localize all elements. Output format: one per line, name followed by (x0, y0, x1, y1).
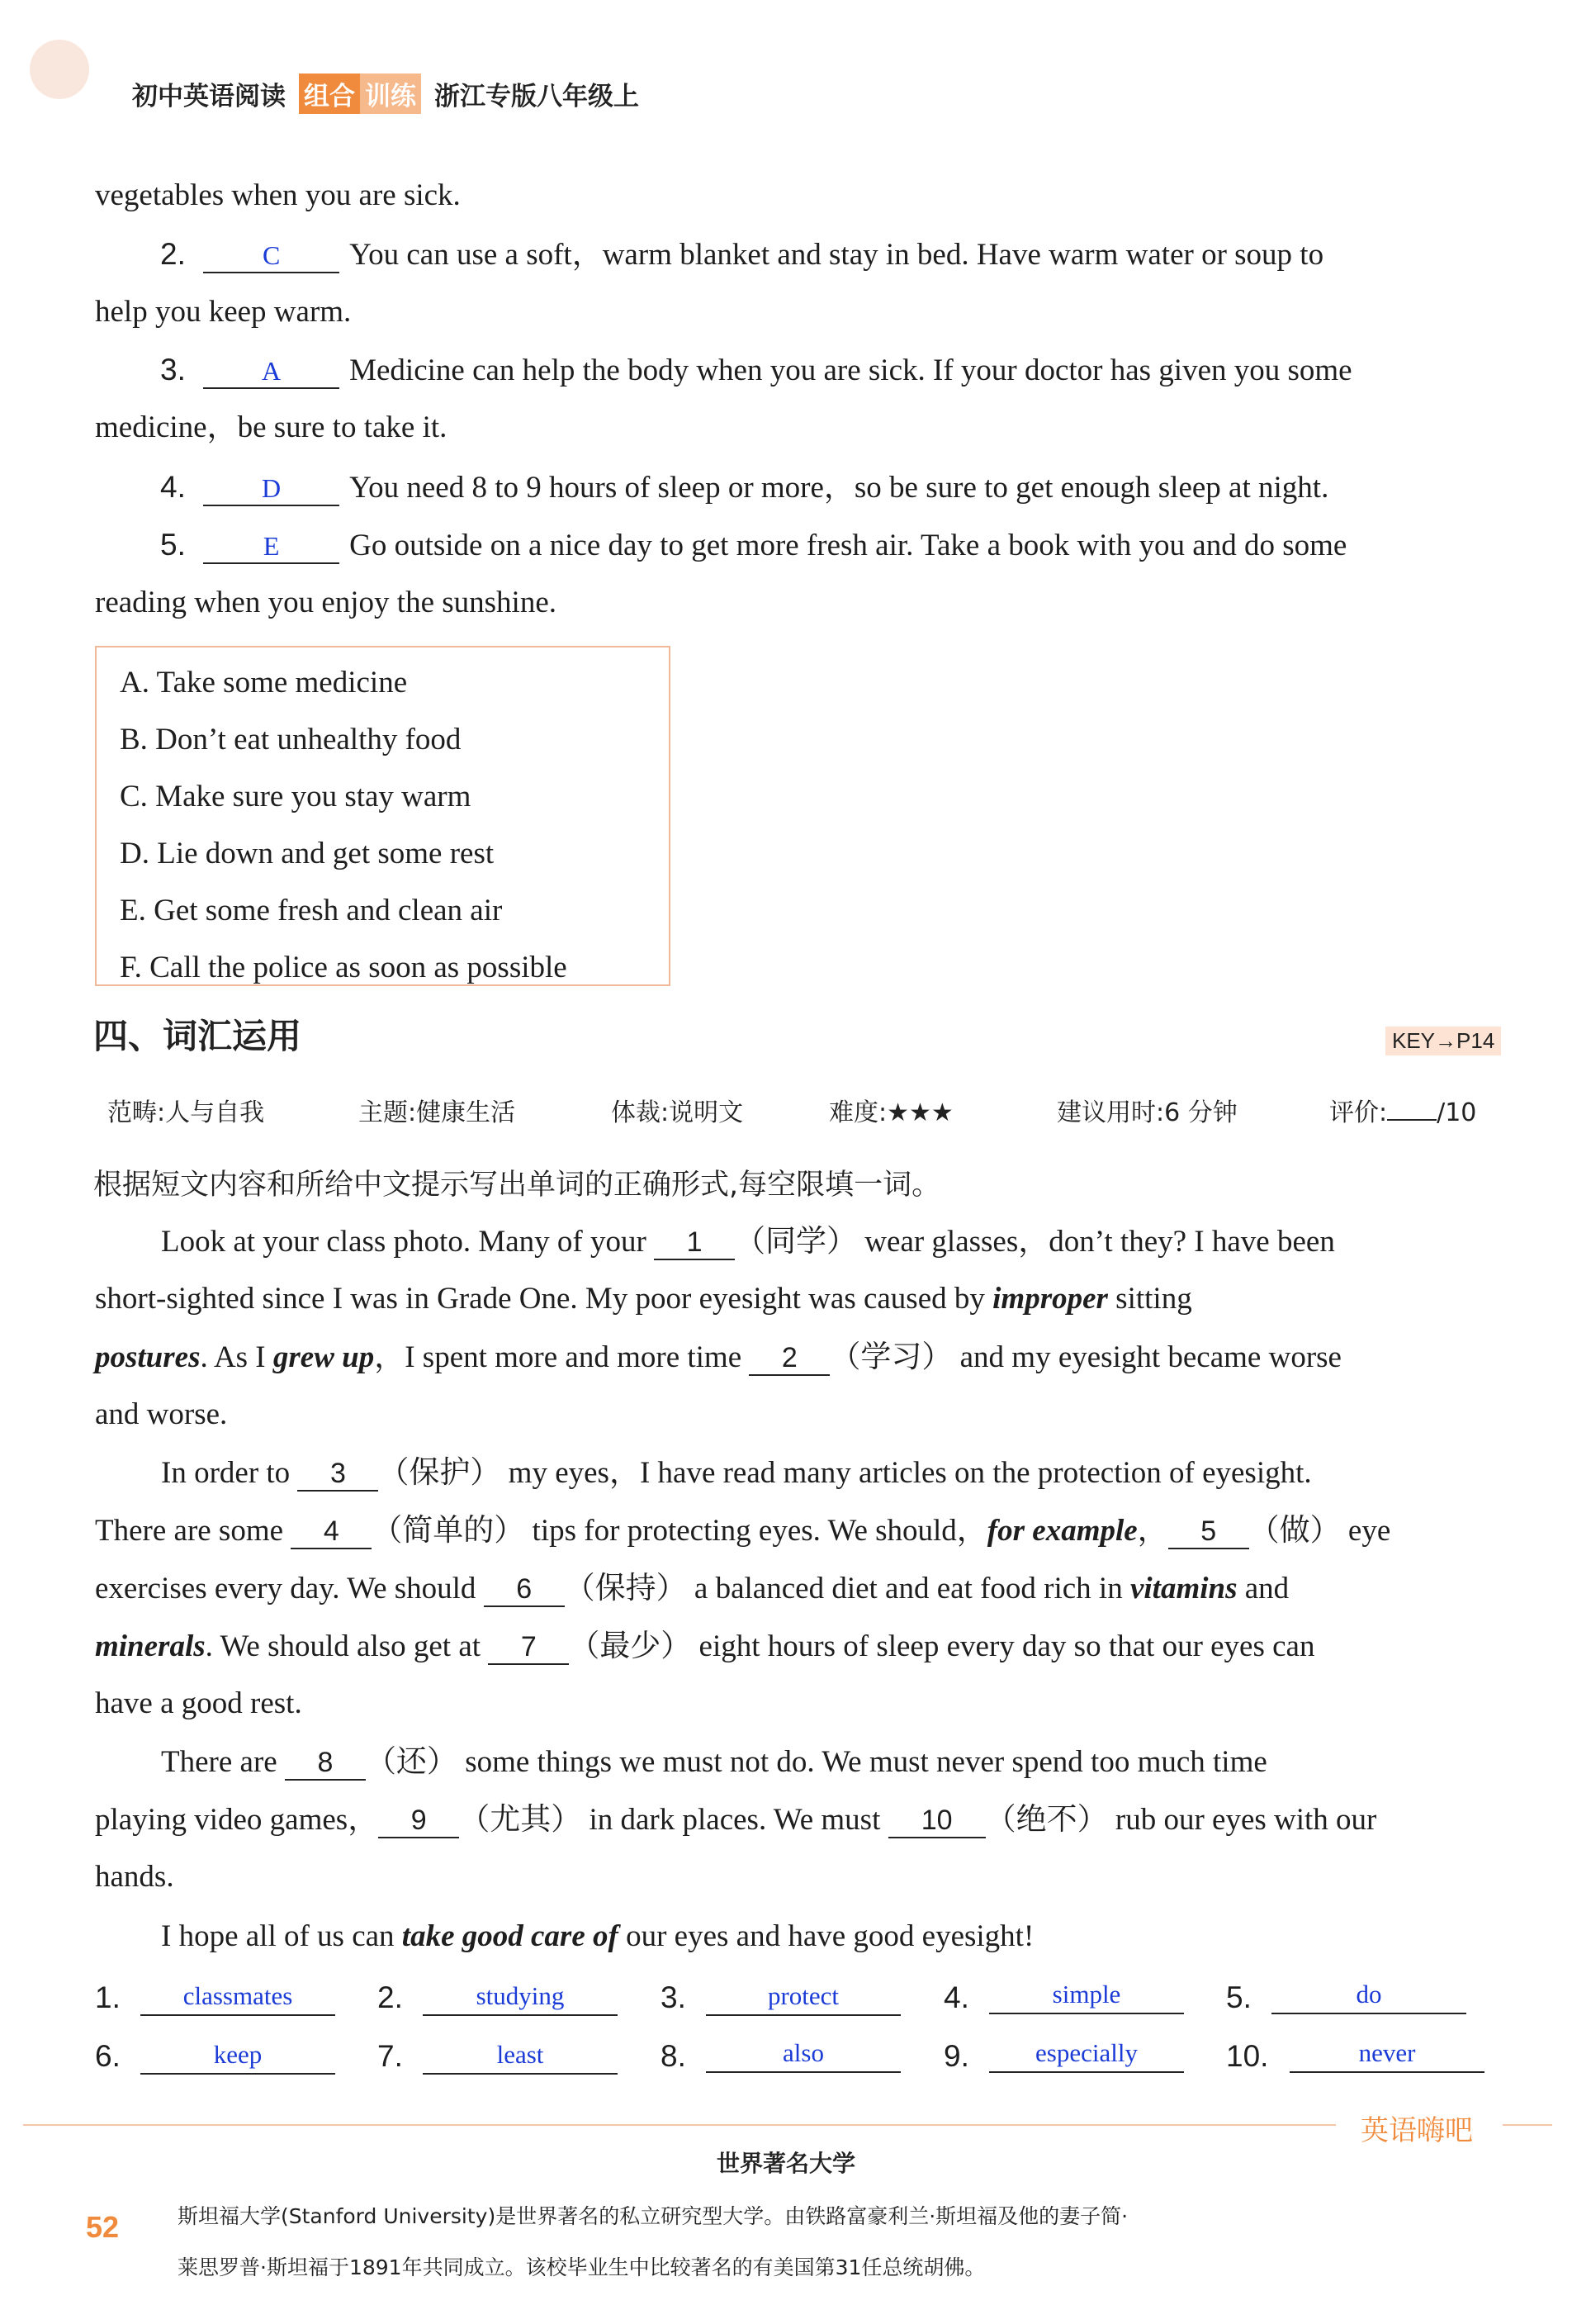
section-heading: 四、词汇运用 (93, 1016, 302, 1056)
page-number: 52 (86, 2210, 120, 2244)
option-b: B. Don’t eat unhealthy food (120, 723, 462, 756)
option-c: C. Make sure you stay warm (120, 780, 471, 813)
tag-combo: 组合 (299, 74, 360, 114)
header-logo-icon (30, 40, 89, 99)
answer-blank-5: E (203, 529, 339, 564)
intro-tail: vegetables when you are sick. (95, 178, 461, 212)
p1-line4: and worse. (95, 1397, 228, 1431)
p1-line3: postures. As I grew up，I spent more and more time 2 （学习） and my eyesight became worse (95, 1339, 1342, 1374)
footer-box-line1: 斯坦福大学(Stanford University)是世界著名的私立研究型大学。由铁路富豪利兰·斯坦福及他的妻子简· (178, 2204, 1129, 2228)
answer-7: least (423, 2037, 618, 2075)
item-5-cont: reading when you enjoy the sunshine. (95, 586, 556, 619)
p2-line5: have a good rest. (95, 1686, 302, 1720)
p2-line3: exercises every day. We should 6 （保持） a balanced diet and eat food rich in vitamins and (95, 1570, 1290, 1605)
meta-theme: 主题:健康生活 (358, 1098, 516, 1127)
answer-1: classmates (140, 1978, 335, 2016)
blank-2: 2 (749, 1341, 830, 1376)
meta-time: 建议用时:6 分钟 (1057, 1098, 1238, 1127)
meta-genre: 体裁:说明文 (611, 1098, 744, 1127)
book-subtitle: 浙江专版八年级上 (434, 81, 639, 111)
tag-training: 训练 (360, 74, 421, 114)
p1-line1: Look at your class photo. Many of your 1 （同学） wear glasses，don’t they? I have been (161, 1223, 1335, 1259)
item-4: 4. D You need 8 to 9 hours of sleep or more，so be sure to get enough sleep at night. (160, 470, 1329, 505)
footer-divider (23, 2124, 1336, 2126)
item-2: 2. C You can use a soft，warm blanket and stay in bed. Have warm water or soup to (160, 237, 1324, 272)
answer-4: simple (989, 1976, 1184, 2014)
answer-3: protect (706, 1978, 901, 2016)
answer-6: keep (140, 2037, 335, 2075)
p2-line1: In order to 3 （保护） my eyes，I have read many articles on the protection of eyesight. (161, 1454, 1312, 1490)
blank-6: 6 (484, 1572, 565, 1607)
meta-category: 范畴:人与自我 (107, 1098, 265, 1127)
option-d: D. Lie down and get some rest (120, 837, 495, 870)
p4-line1: I hope all of us can take good care of our eyes and have good eyesight! (161, 1919, 1035, 1953)
blank-10: 10 (888, 1804, 986, 1838)
answer-blank-2: C (203, 239, 339, 273)
footer-box-line2: 莱思罗普·斯坦福于1891年共同成立。该校毕业生中比较著名的有美国第31任总统胡佛。 (178, 2255, 986, 2279)
p2-line2: There are some 4 （简单的） tips for protecting eyes. We should，for example， 5 （做） eye (95, 1512, 1391, 1548)
blank-7: 7 (488, 1630, 569, 1665)
footer-box-title: 世界著名大学 (716, 2150, 855, 2177)
answer-5: do (1271, 1976, 1466, 2014)
header (132, 73, 639, 114)
meta-difficulty: 难度:★★★ (829, 1098, 954, 1127)
item-3: 3. A Medicine can help the body when you are sick. If your doctor has given you some (160, 353, 1352, 387)
blank-8: 8 (285, 1746, 366, 1781)
answer-8: also (706, 2035, 901, 2073)
option-a: A. Take some medicine (120, 666, 408, 700)
item-5: 5. E Go outside on a nice day to get more fresh air. Take a book with you and do some (160, 528, 1347, 562)
options-box (95, 646, 670, 986)
book-title: 初中英语阅读 (132, 81, 286, 111)
blank-9: 9 (378, 1804, 459, 1838)
p2-line4: minerals. We should also get at 7 （最少） eight hours of sleep every day so that our eyes can (95, 1628, 1315, 1663)
blank-3: 3 (297, 1457, 378, 1492)
footer-divider-right (1503, 2124, 1552, 2126)
p1-line2: short-sighted since I was in Grade One. My poor eyesight was caused by improper sitting (95, 1282, 1192, 1316)
footer-brand: 英语嗨吧 (1361, 2114, 1473, 2147)
difficulty-stars: ★★★ (887, 1098, 954, 1127)
p3-line2: playing video games， 9 （尤其） in dark places. We must 10 （绝不） rub our eyes with our (95, 1801, 1377, 1837)
p3-line3: hands. (95, 1860, 174, 1894)
item-2-cont: help you keep warm. (95, 295, 352, 329)
blank-1: 1 (654, 1226, 735, 1260)
p3-line1: There are 8 （还） some things we must not do. We must never spend too much time (161, 1743, 1267, 1779)
blank-4: 4 (291, 1515, 372, 1549)
instruction: 根据短文内容和所给中文提示写出单词的正确形式,每空限填一词。 (93, 1169, 941, 1202)
option-f: F. Call the police as soon as possible (120, 951, 567, 984)
answer-blank-3: A (203, 354, 339, 389)
meta-score: 评价: /10 (1329, 1098, 1477, 1127)
answer-blank-4: D (203, 472, 339, 506)
key-reference: KEY→P14 (1385, 1027, 1501, 1055)
answer-9: especially (989, 2035, 1184, 2073)
answer-10: never (1290, 2035, 1484, 2073)
option-e: E. Get some fresh and clean air (120, 894, 503, 927)
item-3-cont: medicine，be sure to take it. (95, 410, 447, 444)
answer-2: studying (423, 1978, 618, 2016)
blank-5: 5 (1168, 1515, 1249, 1549)
